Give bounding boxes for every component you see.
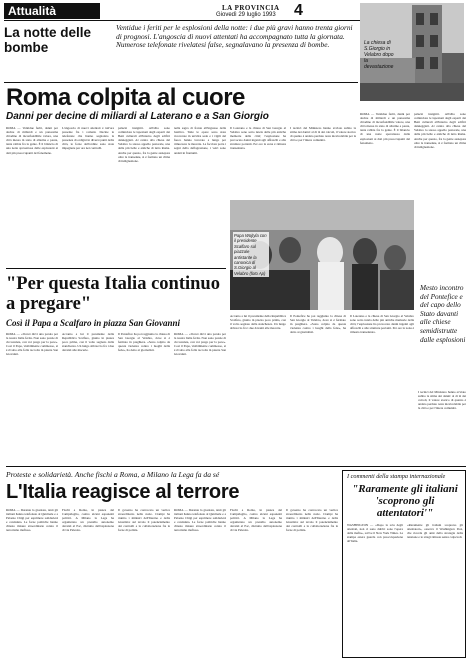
top-box-rule	[4, 82, 358, 83]
lead-column-1: ROMA — Ventidue feriti, danni per decine di miliardi e un panorama cittadino di inconfondibile valore, una città messa in stato di allarme e paura, tanta rabbia fra la gente. È il bilancio di una notte spaventosa dalle esplosioni ai dati più preoccupanti del fenomeno.	[6, 126, 58, 155]
third-column-4: ROMA — Durante la giornata, tanti gli italiani hanno telefonato al Quirinale e a Palazzo Chigi per esprimere solidarietà e condanna. Le forze politiche hanno chiesto misure straordinarie contro il terrorismo mafioso.	[174, 508, 226, 533]
pope-photo-caption: Papa Wojtyla con il presidente Scalfaro sul piazzale antistante la canonica di S.Giorgio al Velabro (foto Ap)	[233, 232, 269, 277]
third-column-6: Il governo ha convocato un vertice straordinario nella notte. Ciampi ha riunito i ministri dell'Interno e della Giustizia: sul tavolo il potenziamento dei controlli e la collaborazione fra le forze di polizia.	[286, 508, 338, 533]
third-column-2: Fischi a Roma, in piazza del Campidoglio, contro alcuni esponenti politici. A Milano la Lega ha organizzato un presidio autonomo davanti al Pac, distrutto dall'esplosione di via Palestro.	[62, 508, 114, 533]
lead-subhead: Danni per decine di miliardi al Laterano e a San Giorgio	[6, 111, 269, 122]
foreign-headline: "Raramente gli italiani 'scoprono gli attentatori'"	[352, 483, 458, 519]
foreign-column-2: «Raramente gli italiani scoprono gli attentatori», osserva il Washington Post, che ricorda gli anni della strategia della tensione e le stragi rimaste senza colpevoli.	[407, 523, 463, 540]
second-story-rule	[6, 268, 226, 269]
third-kicker: Proteste e solidarietà. Anche fischi a Roma, a Milano la Lega fa da sé	[6, 470, 220, 479]
second-column-3: Il Pontefice ha poi raggiunto la chiesa di San Giorgio al Velabro, dove si è fermato in preghiera. «Sono colpito da questa violenza contro i luoghi della fede», ha detto ai giornalisti.	[118, 332, 170, 353]
third-column-3: Il governo ha convocato un vertice straordinario nella notte. Ciampi ha riunito i ministri dell'Interno e della Giustizia: sul tavolo il potenziamento dei controlli e la collaborazione fra le forze di polizia.	[118, 508, 170, 533]
third-headline: L'Italia reagisce al terrore	[6, 481, 240, 503]
second-column-8: I tecnici del Ministero hanno avviato subito la stima dei danni: al di là dei calcoli, il valore storico di quanto è andato perduto resta incalcolabile per la città e per l'intera comunità.	[418, 390, 466, 411]
issue-date: Giovedì 29 luglio 1993	[216, 12, 276, 18]
lead-column-7: ROMA — Ventidue feriti, danni per decine di miliardi e un panorama cittadino di inconfondibile valore, una città messa in stato di allarme e paura, tanta rabbia fra la gente. È il bilancio di una notte spaventosa dalle esplosioni ai dati più preoccupanti del fenomeno.	[360, 112, 410, 145]
second-subhead: Così il Papa a Scalfaro in piazza San Giovanni	[6, 318, 181, 328]
second-column-2: Accanto a lui il presidente della Repubblica Scalfaro, giunto in piazza poco prima, con il volto segnato dalla stanchezza. Un lungo abbraccio fra i due davanti alle macerie.	[62, 332, 114, 353]
second-column-5: Accanto a lui il presidente della Repubblica Scalfaro, giunto in piazza poco prima, con il volto segnato dalla stanchezza. Un lungo abbraccio fra i due davanti alle macerie.	[230, 314, 286, 331]
lead-column-3: palazzi insigniti. All'alba sono cominciate le ispezioni degli esperti dei Beni culturali all'interno degli edifici danneggiati. Al centro alla chiesa del Velabro lo stesso appello pastorale, una delle più belle e antiche di tutta Roma. Anche per questo, fra la gente assiepata oltre le transenne, si è formato un clima di indignazione.	[118, 126, 170, 163]
masthead-rule	[4, 20, 360, 21]
foreign-press-label: I commenti della stampa internazionale	[347, 473, 446, 480]
lead-column-8: palazzi insigniti. All'alba sono cominciate le ispezioni degli esperti dei Beni culturali all'interno degli edifici danneggiati. Al centro alla chiesa del Velabro lo stesso appello pastorale, una delle più belle e antiche di tutta Roma. Anche per questo, fra la gente assiepata oltre le transenne, si è formato un clima di indignazione.	[414, 112, 466, 149]
second-headline: "Per questa Italia continuo a pregare"	[6, 274, 220, 314]
newspaper-name: LA PROVINCIA	[222, 4, 280, 12]
lead-headline: Roma colpita al cuore	[6, 84, 245, 111]
page-number: 4	[294, 2, 303, 19]
pope-caption: Mesto incontro del Pontefice e del capo dello Stato davanti alle chiese semidistrutte dalle esplosioni	[420, 284, 466, 344]
lead-column-4: nella sagra di fronte all'ingresso della basilica. Tutte le opere sono state ricoverate in un'altra sede e i vigili del fuoco hanno lavorato a lungo per rimuovere le macerie. La facciata porta i segni della deflagrazione, i vetri sono andati in frantumi.	[174, 126, 226, 155]
kicker-box	[4, 25, 114, 77]
second-column-7: Il Laterano e la chiesa di San Giorgio al Velabro sono sotto tutela delle più antiche memorie della città; l'esplosione ha provocato danni ingenti agli affreschi e alle strutture portanti. Per ore la zona è rimasta transennata.	[350, 314, 414, 335]
section-label: Attualità	[4, 3, 100, 19]
lead-column-2: L'angoscia di nuovi attentati è tutt'ora presente fra i romani. Decine le telefonate che hanno segnalato la presenza di ordigni in diversi punti della città, le forze dell'ordine sono state impegnate per ore nei controlli.	[62, 126, 114, 151]
foreign-column-1: WASHINGTON — «Dopo la scia degli attentati, non ci sono dubbi: sono l'opera della mafia», scrive il New York Times. La stampa estera guarda con preoccupazione all'Italia.	[347, 523, 403, 544]
lead-column-6: I tecnici del Ministero hanno avviato subito la stima dei danni: al di là dei calcoli, il valore storico di quanto è andato perduto resta incalcolabile per la città e per l'intera comunità.	[290, 126, 356, 143]
foreign-press-box	[342, 470, 466, 658]
deck-text: Ventidue i feriti per le esplosioni della notte: i due più gravi hanno trenta giorni di prognosi. L'angoscia di nuovi attentati ha accompagnato tutta la giornata. Numerose telefonate rivelatesi false, segnalavano la presenza di bombe.	[116, 23, 353, 50]
second-column-4: ROMA — «Vorrei dirvi una parola per la nostra Italia ferita. Non sono parole di circostanza, con voi prego per la pace». Così il Papa, visibilmente commosso, si è rivolto alla folla raccolta in piazza San Giovanni.	[174, 332, 226, 357]
third-column-1: ROMA — Durante la giornata, tanti gli italiani hanno telefonato al Quirinale e a Palazzo Chigi per esprimere solidarietà e condanna. Le forze politiche hanno chiesto misure straordinarie contro il terrorismo mafioso.	[6, 508, 58, 533]
masthead	[4, 3, 364, 21]
third-column-5: Fischi a Roma, in piazza del Campidoglio, contro alcuni esponenti politici. A Milano la Lega ha organizzato un presidio autonomo davanti al Pac, distrutto dall'esplosione di via Palestro.	[230, 508, 282, 533]
church-photo-caption: La chiesa di S.Giorgio in Velabro dopo la devastazione	[364, 40, 394, 70]
lead-column-5: Il Laterano e la chiesa di San Giorgio al Velabro sono sotto tutela delle più antiche memorie della città; l'esplosione ha provocato danni ingenti agli affreschi e alle strutture portanti. Per ore la zona è rimasta transennata.	[230, 126, 286, 151]
kicker-title: La notte delle bombe	[4, 25, 92, 55]
third-story-rule	[6, 466, 466, 467]
second-column-6: Il Pontefice ha poi raggiunto la chiesa di San Giorgio al Velabro, dove si è fermato in preghiera. «Sono colpito da questa violenza contro i luoghi della fede», ha detto ai giornalisti.	[290, 314, 346, 335]
second-column-1: ROMA — «Vorrei dirvi una parola per la nostra Italia ferita. Non sono parole di circostanza, con voi prego per la pace». Così il Papa, visibilmente commosso, si è rivolto alla folla raccolta in piazza San Giovanni.	[6, 332, 58, 357]
